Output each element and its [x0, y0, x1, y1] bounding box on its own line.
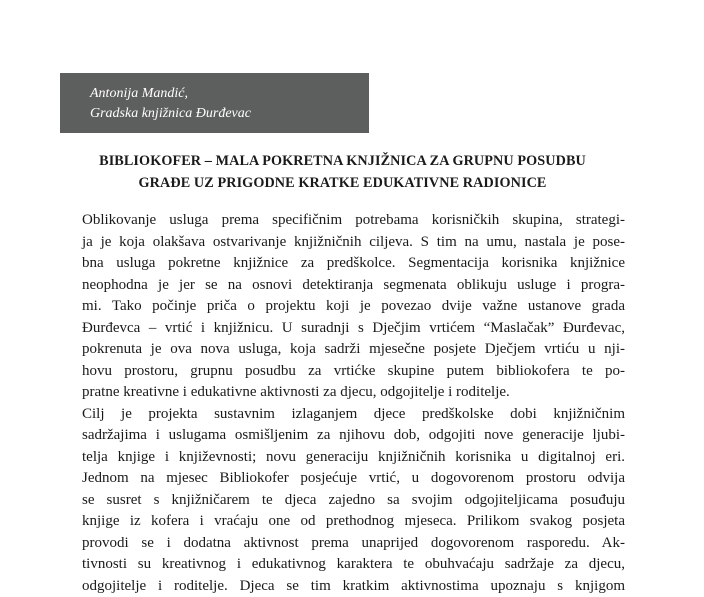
author-affiliation: Gradska knjižnica Đurđevac	[90, 104, 369, 124]
article-body	[82, 210, 625, 597]
title-line-1: BIBLIOKOFER – MALA POKRETNA KNJIŽNICA ZA GRUPNU POSUDBU	[60, 150, 625, 172]
body-line: Đurđevca – vrtić i knjižnicu. U suradnji s Dječjim vrtićem “Maslačak” Đurđevac,	[82, 318, 625, 340]
body-line: odgojitelje i roditelje. Djeca se tim kratkim aktivnostima upoznaju s knjigom	[82, 576, 625, 597]
body-line: sadržajima i uslugama osmišljenim za njihovu dob, odgojiti nove generacije ljubi-	[82, 425, 625, 447]
body-line: Oblikovanje usluga prema specifičnim potrebama korisničkih skupina, strategi-	[82, 210, 625, 232]
body-line: telja knjige i književnosti; novu generaciju knjižničnih korisnika u digitalnoj eri.	[82, 447, 625, 469]
author-box	[60, 73, 369, 133]
body-line: neophodna je jer se na osnovi detektiranja segmenata oblikuju usluge i progra-	[82, 275, 625, 297]
author-name: Antonija Mandić,	[90, 84, 369, 104]
body-line: knjige iz kofera i vraćaju one od prethodnog mjeseca. Prilikom svakog posjeta	[82, 511, 625, 533]
article-title	[60, 150, 625, 194]
body-line: Cilj je projekta sustavnim izlaganjem djece predškolske dobi knjižničnim	[82, 404, 625, 426]
body-line: mi. Tako počinje priča o projektu koji je povezao dvije važne ustanove grada	[82, 296, 625, 318]
title-line-2: GRAĐE UZ PRIGODNE KRATKE EDUKATIVNE RADIONICE	[60, 172, 625, 194]
body-line: bna usluga pokretne knjižnice za predškolce. Segmentacija korisnika knjižnice	[82, 253, 625, 275]
body-line: pratne kreativne i edukativne aktivnosti za djecu, odgojitelje i roditelje.	[82, 382, 625, 404]
body-line: pokrenuta je ova nova usluga, koja sadrži mjesečne posjete Dječjem vrtiću u nji-	[82, 339, 625, 361]
body-line: se susret s knjižničarem te djeca zajedno sa svojim odgojiteljicama posuđuju	[82, 490, 625, 512]
body-line: tivnosti su kreativnog i edukativnog karaktera te obuhvaćaju sadržaje za djecu,	[82, 554, 625, 576]
body-line: hovu prostoru, grupnu posudbu za vrtićke skupine putem bibliokofera te po-	[82, 361, 625, 383]
body-line: ja je koja olakšava ostvarivanje knjižničnih ciljeva. S tim na umu, nastala je pose-	[82, 232, 625, 254]
body-line: provodi se i dodatna aktivnost prema unaprijed dogovorenom rasporedu. Ak-	[82, 533, 625, 555]
body-line: Jednom na mjesec Bibliokofer posjećuje vrtić, u dogovorenom prostoru odvija	[82, 468, 625, 490]
